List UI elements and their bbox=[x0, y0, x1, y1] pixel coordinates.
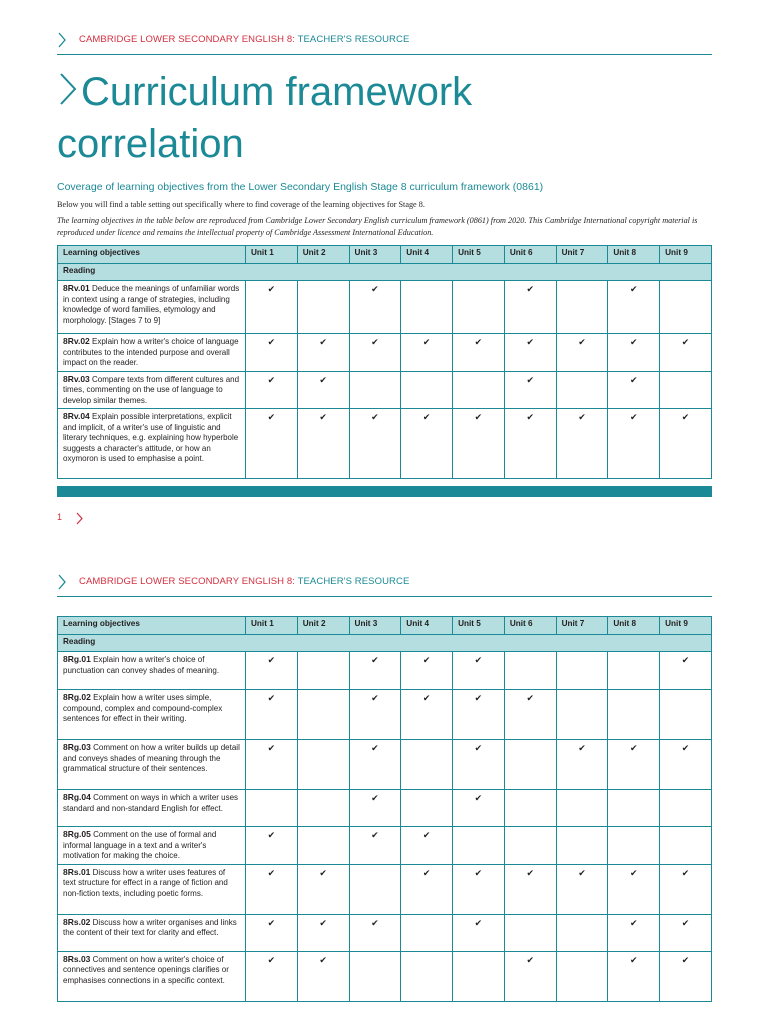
empty-cell bbox=[556, 690, 608, 740]
objective-text: Explain how a writer's choice of language contributes to the intended purpose and overall impact on the reader. bbox=[63, 337, 239, 367]
table-row bbox=[58, 914, 712, 951]
empty-cell bbox=[401, 951, 453, 1001]
column-header-unit: Unit 6 bbox=[504, 617, 556, 635]
resource-name: TEACHER'S RESOURCE bbox=[297, 576, 410, 587]
objective-code: 8Rs.02 bbox=[63, 916, 91, 927]
check-mark-icon: ✔ bbox=[660, 740, 712, 790]
objective-text: Discuss how a writer uses features of text structure for effect in a range of fiction and non-fiction texts, including poetic forms. bbox=[63, 867, 228, 898]
check-mark-icon: ✔ bbox=[297, 371, 349, 409]
objective-cell bbox=[58, 827, 246, 865]
objective-code: 8Rg.03 bbox=[63, 742, 91, 752]
table-row bbox=[58, 371, 712, 409]
check-mark-icon: ✔ bbox=[608, 914, 660, 951]
check-mark-icon: ✔ bbox=[608, 371, 660, 409]
objective-text: Discuss how a writer organises and links the content of their text for clarity and effect. bbox=[63, 917, 237, 937]
empty-cell bbox=[556, 652, 608, 690]
objective-text: Compare texts from different cultures and times, commenting on the use of language to develop similar themes. bbox=[63, 374, 240, 405]
check-mark-icon: ✔ bbox=[660, 409, 712, 479]
empty-cell bbox=[504, 914, 556, 951]
check-mark-icon: ✔ bbox=[349, 652, 401, 690]
empty-cell bbox=[504, 652, 556, 690]
table-subtitle: Coverage of learning objectives from the Lower Secondary English Stage 8 curriculum framework (0861) bbox=[57, 181, 544, 193]
check-mark-icon: ✔ bbox=[556, 740, 608, 790]
column-header-unit: Unit 5 bbox=[453, 617, 505, 635]
empty-cell bbox=[660, 281, 712, 334]
empty-cell bbox=[401, 740, 453, 790]
check-mark-icon: ✔ bbox=[297, 334, 349, 372]
column-header-unit: Unit 7 bbox=[556, 617, 608, 635]
objectives-table-page1 bbox=[57, 245, 712, 479]
objective-text: Explain how a writer uses simple, compound, complex and compound-complex sentences for effect in their writing. bbox=[63, 693, 223, 723]
check-mark-icon: ✔ bbox=[297, 409, 349, 479]
check-mark-icon: ✔ bbox=[504, 690, 556, 740]
empty-cell bbox=[660, 790, 712, 827]
check-mark-icon: ✔ bbox=[401, 409, 453, 479]
objective-code: 8Rv.04 bbox=[63, 411, 90, 421]
check-mark-icon: ✔ bbox=[660, 951, 712, 1001]
objective-cell bbox=[58, 864, 246, 914]
check-mark-icon: ✔ bbox=[453, 690, 505, 740]
objective-text: Comment on ways in which a writer uses standard and non-standard English for effect. bbox=[63, 793, 239, 813]
column-header-unit: Unit 1 bbox=[246, 246, 298, 264]
table-row bbox=[58, 740, 712, 790]
table-row bbox=[58, 864, 712, 914]
check-mark-icon: ✔ bbox=[453, 740, 505, 790]
empty-cell bbox=[349, 864, 401, 914]
column-header-unit: Unit 9 bbox=[660, 246, 712, 264]
objective-cell bbox=[58, 690, 246, 740]
table-row bbox=[58, 827, 712, 865]
empty-cell bbox=[297, 652, 349, 690]
check-mark-icon: ✔ bbox=[246, 740, 298, 790]
check-mark-icon: ✔ bbox=[660, 652, 712, 690]
empty-cell bbox=[504, 740, 556, 790]
check-mark-icon: ✔ bbox=[556, 409, 608, 479]
section-label: Reading bbox=[58, 264, 712, 281]
column-header-unit: Unit 8 bbox=[608, 246, 660, 264]
column-header-unit: Unit 7 bbox=[556, 246, 608, 264]
column-header-objectives: Learning objectives bbox=[58, 246, 246, 264]
empty-cell bbox=[349, 951, 401, 1001]
check-mark-icon: ✔ bbox=[504, 371, 556, 409]
objectives-table-page2 bbox=[57, 616, 712, 1002]
objective-cell bbox=[58, 409, 246, 479]
empty-cell bbox=[401, 790, 453, 827]
empty-cell bbox=[504, 790, 556, 827]
chevron-right-icon bbox=[57, 31, 67, 49]
check-mark-icon: ✔ bbox=[349, 409, 401, 479]
objective-code: 8Rv.01 bbox=[63, 283, 90, 293]
column-header-unit: Unit 5 bbox=[453, 246, 505, 264]
check-mark-icon: ✔ bbox=[453, 864, 505, 914]
check-mark-icon: ✔ bbox=[297, 864, 349, 914]
empty-cell bbox=[297, 281, 349, 334]
objective-cell bbox=[58, 334, 246, 372]
section-row bbox=[58, 264, 712, 281]
check-mark-icon: ✔ bbox=[660, 334, 712, 372]
column-header-unit: Unit 2 bbox=[297, 246, 349, 264]
check-mark-icon: ✔ bbox=[349, 914, 401, 951]
objective-code: 8Rg.04 bbox=[63, 792, 91, 802]
objective-cell bbox=[58, 371, 246, 409]
check-mark-icon: ✔ bbox=[246, 690, 298, 740]
check-mark-icon: ✔ bbox=[246, 334, 298, 372]
objective-text: Comment on the use of formal and informal language in a text and a writer's motivation for making the choice. bbox=[63, 830, 217, 860]
check-mark-icon: ✔ bbox=[608, 409, 660, 479]
check-mark-icon: ✔ bbox=[608, 281, 660, 334]
column-header-unit: Unit 4 bbox=[401, 246, 453, 264]
objective-cell bbox=[58, 790, 246, 827]
empty-cell bbox=[608, 690, 660, 740]
check-mark-icon: ✔ bbox=[297, 914, 349, 951]
running-header bbox=[57, 34, 712, 55]
check-mark-icon: ✔ bbox=[246, 864, 298, 914]
empty-cell bbox=[453, 951, 505, 1001]
check-mark-icon: ✔ bbox=[246, 914, 298, 951]
empty-cell bbox=[349, 371, 401, 409]
column-header-unit: Unit 1 bbox=[246, 617, 298, 635]
table-row bbox=[58, 652, 712, 690]
check-mark-icon: ✔ bbox=[349, 690, 401, 740]
objective-cell bbox=[58, 652, 246, 690]
empty-cell bbox=[504, 827, 556, 865]
empty-cell bbox=[556, 914, 608, 951]
objective-code: 8Rs.01 bbox=[63, 866, 91, 877]
check-mark-icon: ✔ bbox=[556, 334, 608, 372]
empty-cell bbox=[608, 827, 660, 865]
objective-code: 8Rg.02 bbox=[63, 692, 91, 702]
objective-text: Deduce the meanings of unfamiliar words in context using a range of strategies, including knowledge of word families, etymology and morphology. [Stages 7 to 9] bbox=[63, 284, 240, 325]
empty-cell bbox=[401, 914, 453, 951]
check-mark-icon: ✔ bbox=[349, 827, 401, 865]
series-name: CAMBRIDGE LOWER SECONDARY ENGLISH 8: bbox=[79, 576, 295, 587]
empty-cell bbox=[246, 790, 298, 827]
empty-cell bbox=[453, 281, 505, 334]
table-row bbox=[58, 951, 712, 1001]
table-row bbox=[58, 334, 712, 372]
check-mark-icon: ✔ bbox=[453, 914, 505, 951]
check-mark-icon: ✔ bbox=[504, 864, 556, 914]
empty-cell bbox=[556, 790, 608, 827]
table-row bbox=[58, 690, 712, 740]
empty-cell bbox=[660, 690, 712, 740]
check-mark-icon: ✔ bbox=[608, 951, 660, 1001]
check-mark-icon: ✔ bbox=[349, 281, 401, 334]
resource-name: TEACHER'S RESOURCE bbox=[297, 34, 410, 45]
empty-cell bbox=[608, 790, 660, 827]
empty-cell bbox=[556, 951, 608, 1001]
check-mark-icon: ✔ bbox=[401, 652, 453, 690]
check-mark-icon: ✔ bbox=[401, 334, 453, 372]
check-mark-icon: ✔ bbox=[401, 864, 453, 914]
check-mark-icon: ✔ bbox=[401, 690, 453, 740]
check-mark-icon: ✔ bbox=[556, 864, 608, 914]
objective-cell bbox=[58, 951, 246, 1001]
check-mark-icon: ✔ bbox=[504, 281, 556, 334]
objective-code: 8Rg.01 bbox=[63, 654, 91, 664]
objective-text: Comment on how a writer's choice of connectives and sentence openings clarifies or emphasises connections in a specific context. bbox=[63, 954, 229, 985]
section-row bbox=[58, 635, 712, 652]
check-mark-icon: ✔ bbox=[349, 790, 401, 827]
page-number: 1 bbox=[57, 512, 63, 522]
check-mark-icon: ✔ bbox=[297, 951, 349, 1001]
check-mark-icon: ✔ bbox=[608, 864, 660, 914]
check-mark-icon: ✔ bbox=[504, 334, 556, 372]
empty-cell bbox=[297, 740, 349, 790]
series-name: CAMBRIDGE LOWER SECONDARY ENGLISH 8: bbox=[79, 34, 295, 45]
objective-text: Comment on how a writer builds up detail and conveys shades of meaning through the grammatical structure of their sentences. bbox=[63, 743, 240, 773]
check-mark-icon: ✔ bbox=[246, 652, 298, 690]
check-mark-icon: ✔ bbox=[246, 371, 298, 409]
empty-cell bbox=[660, 827, 712, 865]
objective-code: 8Rv.02 bbox=[63, 336, 90, 346]
chevron-right-icon bbox=[57, 573, 67, 591]
empty-cell bbox=[453, 371, 505, 409]
column-header-objectives: Learning objectives bbox=[58, 617, 246, 635]
check-mark-icon: ✔ bbox=[504, 951, 556, 1001]
column-header-unit: Unit 6 bbox=[504, 246, 556, 264]
empty-cell bbox=[297, 790, 349, 827]
check-mark-icon: ✔ bbox=[608, 740, 660, 790]
page-title: Curriculum framework correlation bbox=[57, 70, 473, 166]
page-footer-bar bbox=[57, 486, 712, 497]
check-mark-icon: ✔ bbox=[246, 827, 298, 865]
table-row bbox=[58, 409, 712, 479]
check-mark-icon: ✔ bbox=[660, 914, 712, 951]
chevron-right-icon bbox=[75, 511, 84, 526]
column-header-unit: Unit 9 bbox=[660, 617, 712, 635]
empty-cell bbox=[556, 281, 608, 334]
table-header-row bbox=[58, 617, 712, 635]
section-label: Reading bbox=[58, 635, 712, 652]
check-mark-icon: ✔ bbox=[504, 409, 556, 479]
objective-code: 8Rs.03 bbox=[63, 953, 91, 964]
check-mark-icon: ✔ bbox=[246, 281, 298, 334]
objective-text: Explain how a writer's choice of punctuation can convey shades of meaning. bbox=[63, 655, 220, 675]
objective-cell bbox=[58, 914, 246, 951]
empty-cell bbox=[453, 827, 505, 865]
empty-cell bbox=[608, 652, 660, 690]
check-mark-icon: ✔ bbox=[349, 740, 401, 790]
column-header-unit: Unit 3 bbox=[349, 617, 401, 635]
column-header-unit: Unit 4 bbox=[401, 617, 453, 635]
chevron-right-icon bbox=[57, 71, 79, 107]
empty-cell bbox=[660, 371, 712, 409]
table-header-row bbox=[58, 246, 712, 264]
table-row bbox=[58, 281, 712, 334]
objective-code: 8Rv.03 bbox=[63, 373, 90, 384]
check-mark-icon: ✔ bbox=[246, 951, 298, 1001]
empty-cell bbox=[556, 371, 608, 409]
check-mark-icon: ✔ bbox=[246, 409, 298, 479]
check-mark-icon: ✔ bbox=[453, 334, 505, 372]
check-mark-icon: ✔ bbox=[453, 409, 505, 479]
intro-text: Below you will find a table setting out specifically where to find coverage of the learning objectives for Stage 8. The learning objectives in the table below are reproduced from Cambridge Lower Secondary English curriculum framework (0861) from 2020. This Cambridge International copyright material is reproduced under licence and remains the intellectual property of Cambridge Assessment International Education. bbox=[57, 200, 698, 237]
objective-cell bbox=[58, 281, 246, 334]
check-mark-icon: ✔ bbox=[349, 334, 401, 372]
check-mark-icon: ✔ bbox=[608, 334, 660, 372]
check-mark-icon: ✔ bbox=[453, 790, 505, 827]
check-mark-icon: ✔ bbox=[660, 864, 712, 914]
objective-text: Explain possible interpretations, explicit and implicit, of a writer's use of linguistic and literary techniques, e.g. explaining how hyperbole suggests a character's attitude, or how an oxymoron is used to emphasise a point. bbox=[63, 412, 239, 463]
objective-code: 8Rg.05 bbox=[63, 829, 91, 839]
table-row bbox=[58, 790, 712, 827]
empty-cell bbox=[556, 827, 608, 865]
running-header-page2 bbox=[57, 576, 712, 597]
check-mark-icon: ✔ bbox=[453, 652, 505, 690]
empty-cell bbox=[297, 690, 349, 740]
column-header-unit: Unit 3 bbox=[349, 246, 401, 264]
column-header-unit: Unit 2 bbox=[297, 617, 349, 635]
empty-cell bbox=[401, 281, 453, 334]
column-header-unit: Unit 8 bbox=[608, 617, 660, 635]
empty-cell bbox=[401, 371, 453, 409]
objective-cell bbox=[58, 740, 246, 790]
check-mark-icon: ✔ bbox=[401, 827, 453, 865]
empty-cell bbox=[297, 827, 349, 865]
